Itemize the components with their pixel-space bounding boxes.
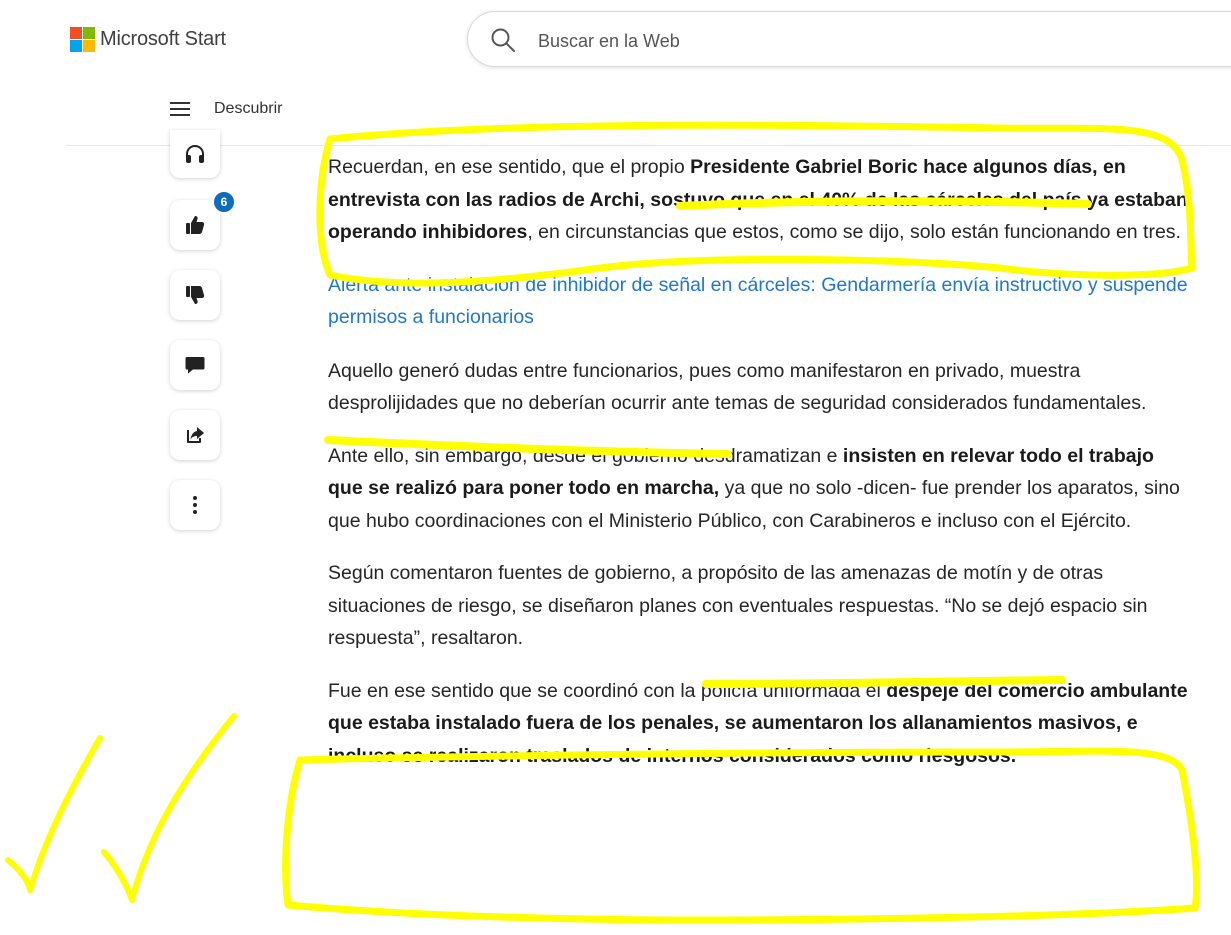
comment-button[interactable] (170, 340, 220, 390)
p3-text-2: ya que no solo -dicen- fue prender los aparatos, sino que hubo coordinaciones con el Ministerio Público, con Carabineros e incluso con el Ejército. (328, 477, 1180, 532)
more-icon (184, 494, 206, 516)
header-divider (66, 145, 1231, 146)
p1-bold: Presidente Gabriel Boric hace algunos días, en entrevista con las radios de Archi, sostuvo que en el 40% de las cárceles del país ya estaban operando inhibidores (328, 156, 1188, 243)
check-mark-1[interactable] (8, 738, 100, 890)
related-article-link[interactable]: Alerta ante instalación de inhibidor de señal en cárceles: Gendarmería envía instructivo y suspende permisos a funcionarios (328, 273, 1188, 328)
search-icon[interactable] (490, 27, 516, 58)
discover-label: Descubrir (214, 100, 283, 117)
microsoft-logo-icon (70, 27, 95, 52)
paragraph-3 (328, 440, 1188, 538)
search-input[interactable] (536, 26, 1140, 56)
paragraph-4: Según comentaron fuentes de gobierno, a propósito de las amenazas de motín y de otras situaciones de riesgo, se diseñaron planes con eventuales respuestas. “No se dejó espacio sin respuesta”, resaltaron. (328, 562, 1148, 649)
highlight-box-bottom (286, 751, 1197, 920)
action-rail (170, 130, 220, 540)
paragraph-2: Aquello generó dudas entre funcionarios, pues como manifestaron en privado, muestra desprolijidades que no deberían ocurrir ante temas de seguridad considerados fundamentales. (328, 359, 1147, 414)
p5-text-1: Fue en ese sentido que se coordinó con la policía uniformada el (328, 679, 887, 702)
headphones-icon (184, 143, 206, 165)
share-icon (184, 424, 206, 446)
dislike-icon (184, 284, 206, 306)
share-button[interactable] (170, 410, 220, 460)
p1-text-1: Recuerdan, en ese sentido, que el propio (328, 156, 691, 178)
check-mark-2[interactable] (104, 716, 234, 900)
p3-text-1: Ante ello, sin embargo, desde el gobierno desdramatizan e (328, 444, 843, 467)
listen-button[interactable] (170, 130, 220, 178)
comment-icon (184, 354, 206, 376)
discover-menu[interactable] (170, 100, 282, 118)
like-count-badge: 6 (212, 190, 236, 214)
p1-text-2: , en circunstancias que estos, como se dijo, solo están funcionando en tres. (527, 221, 1181, 243)
like-icon (184, 214, 206, 236)
article-body (328, 151, 1188, 772)
microsoft-start-logo[interactable] (70, 27, 226, 52)
paragraph-5 (328, 675, 1188, 773)
p5-bold: despeje del comercio ambulante que estaba instalado fuera de los penales, se aumentaron los allanamientos masivos, e incluso se realizaron traslados de internos considerados como riesgosos. (328, 679, 1188, 767)
brand-name: Microsoft Start (100, 28, 226, 50)
search-box[interactable] (467, 11, 1231, 67)
more-options-button[interactable] (170, 480, 220, 530)
dislike-button[interactable] (170, 270, 220, 320)
hamburger-icon[interactable] (170, 102, 190, 116)
paragraph-1 (328, 151, 1188, 249)
p3-bold: insisten en relevar todo el trabajo que se realizó para poner todo en marcha, (328, 444, 1154, 499)
